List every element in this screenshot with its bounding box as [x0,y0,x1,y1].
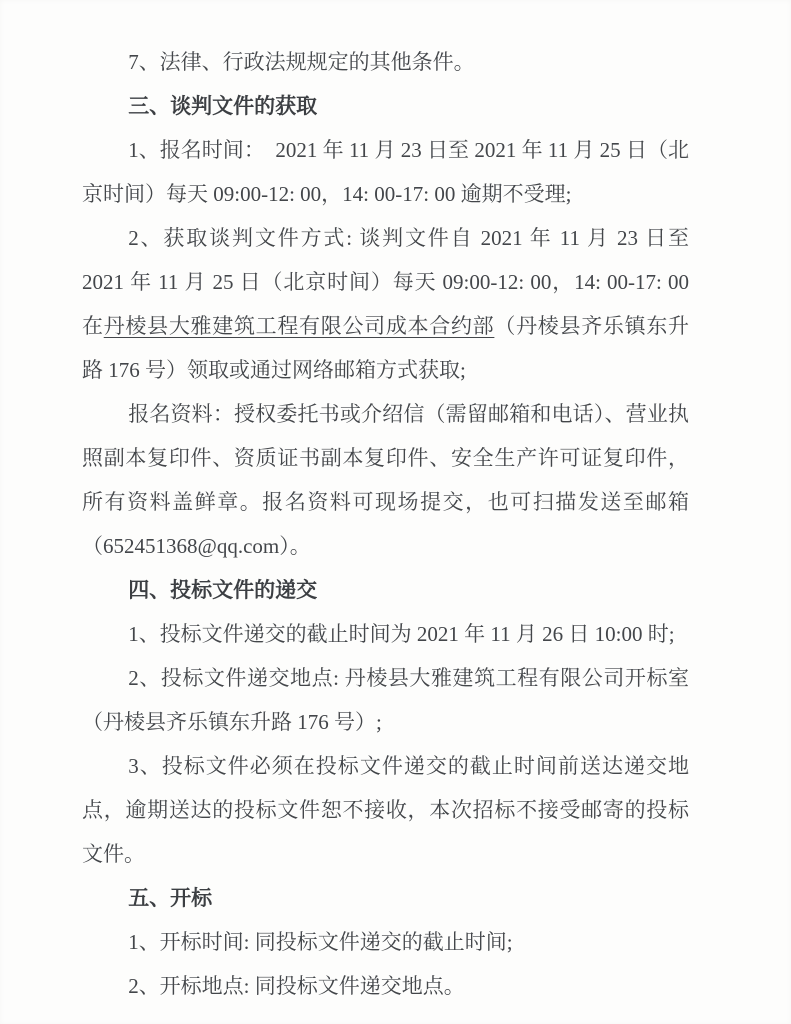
text-segment: 7、法律、行政法规规定的其他条件。 [128,50,475,74]
text-segment: 三、谈判文件的获取 [128,94,318,118]
paragraph [82,216,695,392]
underlined-text: 丹棱县大雅建筑工程有限公司成本合约部 [103,314,495,338]
paragraph [82,656,689,744]
paragraph [82,40,689,84]
text-segment: 1、开标时间: 同投标文件递交的截止时间; [128,930,513,954]
paragraph [82,920,689,964]
text-segment: 2、投标文件递交地点: 丹棱县大雅建筑工程有限公司开标室（丹棱县齐乐镇东升路 176 号）; [82,666,689,734]
paragraph [82,964,689,1008]
paragraph [82,392,689,568]
text-segment: 1、投标文件递交的截止时间为 2021 年 11 月 26 日 10:00 时; [128,622,675,646]
text-segment: 四、投标文件的递交 [128,578,318,602]
section-heading [82,876,689,920]
text-segment: 2、开标地点: 同投标文件递交地点。 [128,974,465,998]
paragraph [82,128,689,216]
text-segment: 报名资料：授权委托书或介绍信（需留邮箱和电话）、营业执照副本复印件、资质证书副本复印件、安全生产许可证复印件，所有资料盖鲜章。报名资料可现场提交，也可扫描发送至邮箱（652451368@qq.com）。 [82,402,689,558]
text-segment: 五、开标 [128,886,213,910]
text-segment: 1、报名时间： 2021 年 11 月 23 日至 2021 年 11 月 25 日（北京时间）每天 09:00-12: 00，14: 00-17: 00 逾期不受理; [82,138,689,206]
paragraph [82,612,689,656]
section-heading [82,84,689,128]
document-body [82,40,695,1008]
section-heading [82,568,689,612]
paragraph [82,744,689,876]
text-segment: 2、获取谈判文件方式: 谈判文件自 2021 年 11 月 23 日至 2021 年 11 月 25 日（北京时间）每天 09:00-12: 00，14: 00-17: 00 在 [82,226,695,338]
text-segment: 3、投标文件必须在投标文件递交的截止时间前送达递交地点，逾期送达的投标文件恕不接收，本次招标不接受邮寄的投标文件。 [82,754,689,866]
text-segment: （丹棱县齐乐镇东升路 176 号）领取或通过网络邮箱方式获取; [82,314,690,382]
